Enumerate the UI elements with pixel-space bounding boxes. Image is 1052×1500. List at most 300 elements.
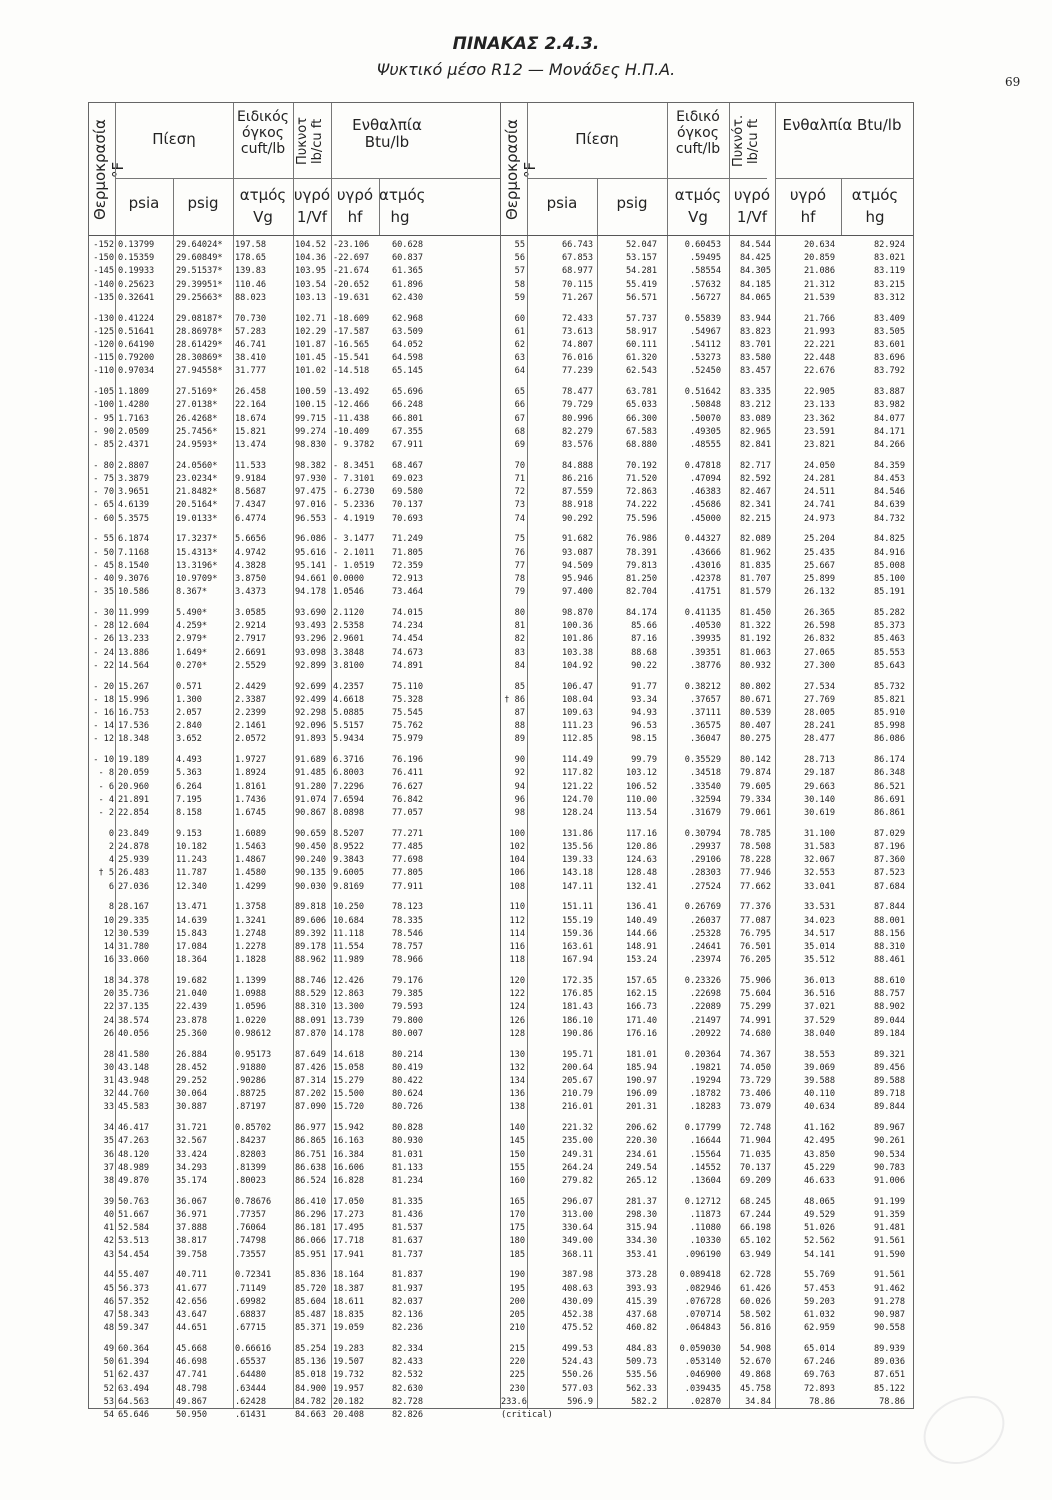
table-cell: 200.64: [561, 1062, 593, 1073]
table-cell: 0.41224: [118, 313, 155, 324]
table-cell: .39351: [689, 647, 721, 658]
table-cell: 90.030: [295, 881, 327, 892]
table-cell: .039435: [684, 1383, 721, 1394]
table-cell: - 90: [93, 426, 114, 437]
table-cell: 279.82: [561, 1176, 593, 1186]
table-cell: 83.089: [739, 413, 771, 424]
table-cell: 46.633: [803, 1176, 835, 1186]
table-cell: 24.878: [118, 842, 150, 852]
hf-header: hf: [800, 208, 816, 226]
table-cell: 0.30794: [684, 828, 721, 839]
table-cell: -11.438: [333, 413, 370, 424]
table-cell: 210: [509, 1323, 525, 1334]
table-row: [89, 486, 501, 499]
table-row: [89, 279, 501, 292]
table-cell: 221.32: [561, 1123, 593, 1134]
left-table-header: [89, 103, 501, 236]
table-row: [89, 988, 501, 1001]
table-cell: 92.899: [295, 660, 327, 671]
table-cell: 84.065: [739, 292, 771, 303]
table-row: [89, 828, 501, 841]
table-cell: 171.40: [625, 1015, 657, 1026]
table-cell: 0.270*: [176, 660, 208, 671]
table-row: [89, 292, 501, 305]
table-cell: 22.221: [803, 340, 835, 350]
table-row: [501, 1209, 913, 1222]
table-cell: 1.5463: [235, 842, 267, 852]
table-row: [501, 1149, 913, 1162]
table-cell: 85.191: [873, 587, 905, 598]
table-cell: .50848: [689, 400, 721, 411]
table-cell: 19.957: [333, 1383, 365, 1394]
table-cell: 58.917: [625, 326, 657, 337]
table-cell: 102.29: [295, 326, 327, 337]
table-cell: 95.616: [295, 547, 327, 558]
table-cell: 83: [514, 647, 525, 658]
table-cell: 15.500: [333, 1089, 365, 1100]
table-cell: 38.574: [118, 1015, 150, 1026]
table-cell: 225: [509, 1370, 525, 1381]
table-cell: 110.00: [625, 794, 657, 805]
table-cell: 0.97034: [118, 366, 155, 377]
table-cell: 66.801: [391, 413, 423, 424]
table-cell: - 70: [93, 487, 114, 498]
table-row: [501, 439, 913, 452]
table-cell: 484.83: [625, 1344, 657, 1354]
table-cell: 85.553: [873, 647, 905, 658]
table-cell: 71.805: [391, 547, 423, 558]
table-cell: 90.558: [873, 1323, 905, 1334]
table-cell: 87.651: [873, 1370, 905, 1381]
table-cell: 65.646: [118, 1410, 150, 1420]
table-cell: 264.24: [561, 1162, 593, 1173]
table-row: [89, 1222, 501, 1235]
table-cell: 24.0560*: [176, 460, 218, 471]
table-cell: 0.059030: [679, 1344, 721, 1354]
table-cell: 12.426: [333, 976, 365, 986]
table-cell: 90.867: [295, 808, 327, 818]
table-cell: - 7.3101: [333, 474, 375, 484]
table-cell: 82.215: [739, 513, 771, 524]
table-cell: 175: [509, 1223, 525, 1234]
table-cell: 81.937: [391, 1283, 423, 1294]
table-cell: -21.674: [333, 266, 370, 277]
table-cell: 74.222: [625, 500, 657, 511]
table-cell: 85.66: [631, 621, 657, 632]
liquid-header: υγρό: [789, 186, 827, 204]
table-cell: 54: [103, 1410, 114, 1420]
table-cell: 27.534: [803, 681, 835, 692]
table-row: [501, 1249, 913, 1262]
table-cell: 4.6139: [118, 500, 150, 511]
table-cell: 79: [514, 587, 525, 598]
table-cell: 91.561: [873, 1236, 905, 1247]
table-cell: 84.544: [739, 240, 771, 250]
table-cell: 124: [509, 1002, 525, 1013]
table-row: [501, 1409, 913, 1422]
table-row: [89, 1101, 501, 1114]
table-cell: 233.6: [501, 1396, 527, 1407]
table-cell: 46.698: [176, 1357, 208, 1368]
table-cell: 220: [509, 1357, 525, 1368]
pressure-header: Πίεση: [152, 130, 196, 148]
table-cell: 160: [509, 1176, 525, 1186]
table-cell: 28.005: [803, 708, 835, 718]
table-cell: 91.278: [873, 1296, 905, 1307]
table-cell: - 60: [93, 513, 114, 524]
table-cell: 139.33: [561, 855, 593, 866]
table-cell: 86.861: [873, 808, 905, 818]
table-cell: 74.673: [391, 647, 423, 658]
table-cell: 78.477: [561, 387, 593, 398]
table-cell: - 2: [98, 808, 114, 818]
table-row: [89, 352, 501, 365]
table-cell: 17.536: [118, 721, 150, 732]
table-cell: 122: [509, 989, 525, 1000]
table-cell: 85.008: [873, 560, 905, 571]
table-cell: 14.178: [333, 1028, 365, 1039]
table-cell: 2.4371: [118, 440, 150, 450]
table-row: [89, 694, 501, 707]
table-cell: 313.00: [561, 1210, 593, 1220]
table-cell: 33.060: [118, 955, 150, 966]
table-cell: 2.3387: [235, 694, 267, 705]
table-row: [501, 828, 913, 841]
table-cell: 81.837: [391, 1270, 423, 1281]
table-cell: 93.296: [295, 634, 327, 645]
table-cell: 31.721: [176, 1123, 208, 1134]
table-cell: .02870: [689, 1396, 721, 1407]
table-cell: 40: [103, 1210, 114, 1220]
table-cell: 265.12: [625, 1176, 657, 1186]
table-cell: 28.61429*: [176, 340, 223, 350]
table-cell: 25.899: [803, 574, 835, 584]
table-cell: 100.15: [295, 400, 327, 411]
table-cell: 7.6594: [333, 794, 365, 805]
table-cell: 100: [509, 828, 525, 839]
table-cell: 103.38: [561, 647, 593, 658]
table-cell: 31: [103, 1076, 114, 1086]
table-cell: 77.946: [739, 868, 771, 879]
table-cell: 19.732: [333, 1370, 365, 1381]
table-cell: -115: [93, 353, 114, 364]
table-cell: 19.283: [333, 1344, 365, 1354]
table-cell: 70.115: [561, 279, 593, 290]
table-cell: 0.089418: [679, 1270, 721, 1281]
table-cell: 368.11: [561, 1249, 593, 1260]
table-cell: 83.312: [873, 292, 905, 303]
table-cell: 1.2748: [235, 928, 267, 939]
table-cell: 21.312: [803, 279, 835, 290]
table-cell: 91.77: [631, 681, 657, 692]
liquid-header: υγρό: [336, 186, 374, 204]
table-cell: 61.365: [391, 266, 423, 277]
table-cell: 87.559: [561, 487, 593, 498]
table-cell: 18.348: [118, 734, 150, 745]
hf-header: hf: [347, 208, 363, 226]
table-cell: 84.825: [873, 534, 905, 545]
table-row: [501, 1283, 913, 1296]
table-cell: 60.111: [625, 340, 657, 350]
table-cell: 15.267: [118, 681, 150, 692]
table-cell: 91.481: [873, 1223, 905, 1234]
table-row: [501, 915, 913, 928]
table-cell: 80.828: [391, 1123, 423, 1134]
table-row: [89, 1322, 501, 1335]
table-cell: 79.813: [625, 560, 657, 571]
table-cell: 68.245: [739, 1196, 771, 1207]
table-row: [501, 867, 913, 880]
table-cell: 78: [514, 574, 525, 584]
table-cell: 81.063: [739, 647, 771, 658]
table-cell: 32.067: [803, 855, 835, 866]
table-cell: 68.467: [391, 460, 423, 471]
table-cell: 562.33: [625, 1383, 657, 1394]
table-row: [89, 473, 501, 486]
table-cell: 61.426: [739, 1283, 771, 1294]
table-cell: 91.199: [873, 1196, 905, 1207]
table-cell: 76.986: [625, 534, 657, 545]
table-cell: .59495: [689, 253, 721, 264]
table-cell: 88.156: [873, 928, 905, 939]
table-cell: 77.271: [391, 828, 423, 839]
table-cell: .10330: [689, 1236, 721, 1247]
table-cell: 151.11: [561, 902, 593, 913]
table-cell: 14.639: [176, 915, 208, 926]
table-cell: 0.55839: [684, 313, 721, 324]
table-cell: 89.456: [873, 1062, 905, 1073]
spec-vol-header: Ειδικό όγκος cuft/lb: [675, 109, 721, 158]
table-cell: 8: [108, 902, 114, 913]
table-cell: 102: [509, 842, 525, 852]
table-cell: 11.533: [235, 460, 267, 471]
table-cell: 93.098: [295, 647, 327, 658]
table-cell: 89.178: [295, 942, 327, 952]
table-cell: 0.66616: [235, 1344, 272, 1354]
table-cell: 60.837: [391, 253, 423, 264]
table-cell: 80.142: [739, 755, 771, 766]
table-cell: -10.409: [333, 426, 370, 437]
table-cell: 190.86: [561, 1028, 593, 1039]
table-cell: 64: [514, 366, 525, 377]
table-cell: - 50: [93, 547, 114, 558]
table-row: [89, 1383, 501, 1396]
table-cell: 88.529: [295, 989, 327, 1000]
table-cell: 83.701: [739, 340, 771, 350]
table-row: [501, 620, 913, 633]
table-cell: 136: [509, 1089, 525, 1100]
table-cell: 97.930: [295, 474, 327, 484]
table-cell: 582.2: [631, 1396, 657, 1407]
table-cell: 68.977: [561, 266, 593, 277]
table-cell: 2.5529: [235, 660, 267, 671]
table-cell: .070714: [684, 1310, 721, 1320]
table-cell: 83.576: [561, 440, 593, 450]
table-cell: 24.741: [803, 500, 835, 511]
table-cell: 96.086: [295, 534, 327, 545]
table-cell: 90.240: [295, 855, 327, 866]
table-cell: 71.904: [739, 1136, 771, 1147]
table-cell: 77.805: [391, 868, 423, 879]
table-cell: .15564: [689, 1149, 721, 1160]
inv-vf-header: 1/Vf: [296, 208, 328, 226]
table-cell: 16: [103, 955, 114, 966]
table-cell: 88.310: [873, 942, 905, 952]
table-cell: 90.261: [873, 1136, 905, 1147]
table-cell: 30.064: [176, 1089, 208, 1100]
table-cell: 91.682: [561, 534, 593, 545]
table-cell: .36575: [689, 721, 721, 732]
table-cell: 124.70: [561, 794, 593, 805]
table-cell: 74.367: [739, 1049, 771, 1060]
table-cell: 72.913: [391, 574, 423, 584]
table-cell: 36.013: [803, 976, 835, 986]
table-cell: 78.757: [391, 942, 423, 952]
table-row: [89, 1162, 501, 1175]
table-cell: 4.3828: [235, 560, 267, 571]
table-cell: 5.3575: [118, 513, 150, 524]
table-cell: .16644: [689, 1136, 721, 1147]
table-cell: 2.9601: [333, 634, 365, 645]
table-row: [89, 239, 501, 252]
table-cell: 35.014: [803, 942, 835, 952]
table-cell: -15.541: [333, 353, 370, 364]
table-cell: 92.298: [295, 708, 327, 718]
table-cell: 45.668: [176, 1344, 208, 1354]
table-cell: 95.946: [561, 574, 593, 584]
table-row: [501, 988, 913, 1001]
table-cell: 126: [509, 1015, 525, 1026]
table-cell: 91.359: [873, 1210, 905, 1220]
table-cell: 78.123: [391, 902, 423, 913]
table-cell: 93.087: [561, 547, 593, 558]
table-cell: 90.22: [631, 660, 657, 671]
table-cell: 7.2296: [333, 781, 365, 792]
table-cell: 91.561: [873, 1270, 905, 1281]
table-row: [89, 1309, 501, 1322]
left-table-body: [89, 236, 501, 1420]
psig-header: psig: [187, 194, 219, 212]
table-cell: - 16: [93, 708, 114, 718]
table-row: [89, 807, 501, 820]
table-cell: 349.00: [561, 1236, 593, 1247]
table-cell: 2.5358: [333, 621, 365, 632]
table-cell: -125: [93, 326, 114, 337]
table-cell: 57.352: [118, 1296, 150, 1307]
table-cell: 8.367*: [176, 587, 208, 598]
table-cell: 83.601: [873, 340, 905, 350]
table-cell: .46383: [689, 487, 721, 498]
table-cell: 23.133: [803, 400, 835, 411]
table-cell: 20.634: [803, 240, 835, 250]
table-row: [89, 607, 501, 620]
table-cell: 172.35: [561, 976, 593, 986]
table-cell: 55.769: [803, 1270, 835, 1281]
table-cell: 84.359: [873, 460, 905, 471]
table-cell: 75.545: [391, 708, 423, 718]
table-cell: - 2.1011: [333, 547, 375, 558]
table-cell: 41.162: [803, 1123, 835, 1134]
table-cell: -12.466: [333, 400, 370, 411]
table-cell: 58.502: [739, 1310, 771, 1320]
table-cell: 79.605: [739, 781, 771, 792]
table-cell: .40530: [689, 621, 721, 632]
table-cell: 99.274: [295, 426, 327, 437]
table-cell: 82.592: [739, 474, 771, 484]
table-cell: 1.0546: [333, 587, 365, 598]
table-cell: 7.1168: [118, 547, 150, 558]
table-cell: 23.878: [176, 1015, 208, 1026]
table-cell: 101.45: [295, 353, 327, 364]
table-cell: 59: [514, 292, 525, 303]
table-cell: 78.546: [391, 928, 423, 939]
table-cell: 0.51642: [684, 387, 721, 398]
table-cell: 79.334: [739, 794, 771, 805]
table-cell: 79.729: [561, 400, 593, 411]
table-cell: 3.3879: [118, 474, 150, 484]
table-row: [501, 1383, 913, 1396]
table-row: [89, 533, 501, 546]
table-row: [501, 413, 913, 426]
table-cell: † 5: [98, 868, 114, 879]
table-cell: 9.6005: [333, 868, 365, 879]
vapor-header: ατμός: [674, 186, 722, 204]
table-cell: .13604: [689, 1176, 721, 1186]
table-cell: 26.4268*: [176, 413, 218, 424]
table-cell: 75.604: [739, 989, 771, 1000]
table-cell: 21.8482*: [176, 487, 218, 498]
table-cell: 1.6745: [235, 808, 267, 818]
table-cell: 42.656: [176, 1296, 208, 1307]
table-cell: 82.089: [739, 534, 771, 545]
table-cell: 106.47: [561, 681, 593, 692]
table-cell: 11.787: [176, 868, 208, 879]
table-cell: 0.32641: [118, 292, 155, 303]
table-cell: 87.870: [295, 1028, 327, 1039]
table-cell: .31679: [689, 808, 721, 818]
table-cell: 88.757: [873, 989, 905, 1000]
table-cell: 3.3848: [333, 647, 365, 658]
table-cell: 234.61: [625, 1149, 657, 1160]
table-cell: 72.748: [739, 1123, 771, 1134]
table-cell: 31.777: [235, 366, 267, 377]
library-stamp: [912, 1383, 1015, 1477]
table-cell: -150: [93, 253, 114, 264]
table-cell: 138: [509, 1102, 525, 1113]
table-cell: 8.5687: [235, 487, 267, 498]
table-cell: 28.167: [118, 902, 150, 913]
table-cell: 24.050: [803, 460, 835, 471]
table-row: [501, 754, 913, 767]
table-cell: - 8.3451: [333, 460, 375, 471]
table-cell: 63.509: [391, 326, 423, 337]
table-cell: 2.0509: [118, 426, 150, 437]
table-cell: 80.624: [391, 1089, 423, 1100]
table-cell: 85.018: [295, 1370, 327, 1381]
table-cell: 84.171: [873, 426, 905, 437]
table-cell: 112: [509, 915, 525, 926]
table-cell: 91.893: [295, 734, 327, 745]
table-cell: 4.6618: [333, 694, 365, 705]
table-cell: 21.086: [803, 266, 835, 277]
table-cell: 61: [514, 326, 525, 337]
table-cell: 82.717: [739, 460, 771, 471]
table-cell: 71.520: [625, 474, 657, 484]
table-cell: 69.580: [391, 487, 423, 498]
table-row: [89, 767, 501, 780]
table-cell: 35.512: [803, 955, 835, 966]
table-cell: 84.546: [873, 487, 905, 498]
